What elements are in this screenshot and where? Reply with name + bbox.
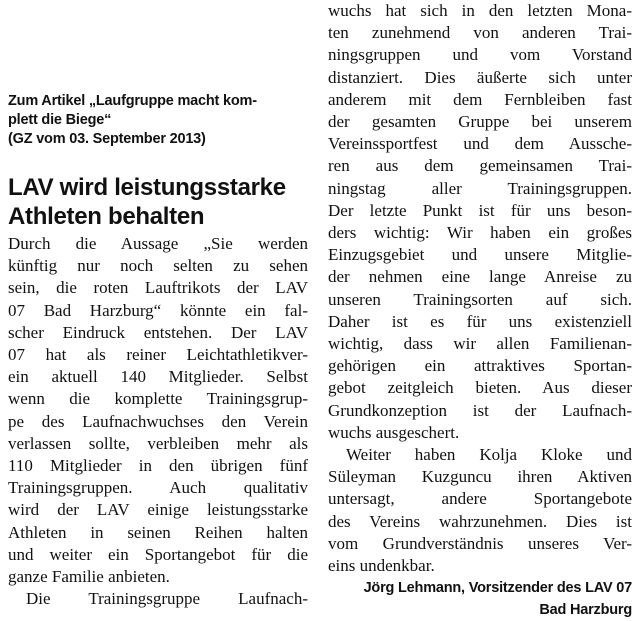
reference-line: plett die Biege“ [8,112,112,128]
headline-line: LAV wird leistungsstarke [8,174,286,201]
text-line: eins undenkbar. [328,556,435,576]
text-line: wuchs ausgeschert. [328,422,460,442]
text-line: 07 hat als reiner Leichtathletikver- [8,345,308,365]
letter-signature [328,577,632,621]
text-line: Trainingsgruppen. Auch qualitativ [8,478,308,498]
text-line: künftig nur noch selten zu sehen [8,256,308,276]
text-line: Vereinssportfest und dem Aussche- [328,134,632,154]
text-line: Grundkonzeption ist der Laufnach- [328,400,632,420]
body-text-left [8,233,308,610]
text-line: 110 Mitglieder in den übrigen fünf [8,456,308,476]
signature-place: Bad Harzburg [539,602,632,619]
text-line: wenn die komplette Trainingsgrup- [8,389,308,409]
text-line: der nehmen eine lange Anreise zu [328,267,632,287]
text-line: wuchs hat sich in den letzten Mona- [328,1,632,20]
text-line: Einzugsgebiet und unsere Mitglie- [328,245,632,265]
text-line: scher Eindruck entstehen. Der LAV [8,322,308,342]
signature-name: Jörg Lehmann, Vorsitzender des LAV 07 [363,580,632,597]
letter-right-column [328,0,632,621]
text-line: 07 Bad Harzburg“ könnte ein fal- [8,300,308,320]
letter-left-column [8,0,308,610]
text-line: Athleten in seinen Reihen halten [8,522,308,542]
text-line: anderem mit dem Fernbleiben fast [328,89,632,109]
text-line: sein, die roten Lauftrikots der LAV [8,278,308,298]
body-text-right [328,0,632,577]
text-line: distanziert. Dies äußerte sich unter [328,67,632,87]
text-line: ningstag aller Trainingsgruppen. [328,178,632,198]
text-line: untersagt, andere Sportangebote [328,489,632,509]
reference-line: Zum Artikel „Laufgruppe macht kom- [8,93,257,109]
text-line: ein aktuell 140 Mitglieder. Selbst [8,367,308,387]
text-line: ders wichtig: Wir haben ein großes [328,223,632,243]
text-line: ten zunehmend von anderen Trai- [328,23,632,43]
reference-date: (GZ vom 03. September 2013) [8,131,206,147]
text-line: ren aus dem gemeinsamen Trai- [328,156,632,176]
text-line: ganze Familie anbieten. [8,567,170,587]
text-line: pe des Laufnachwuchses den Verein [8,411,308,431]
headline-line: Athleten behalten [8,203,205,230]
text-line: Die Trainingsgruppe Laufnach- [26,589,308,609]
text-line: wichtig, dass wir allen Familienan- [328,334,632,354]
text-line: der gesamten Gruppe bei unserem [328,112,632,132]
text-line: Durch die Aussage „Sie werden [8,234,308,253]
text-line: und weiter ein Sportangebot für die [8,544,308,564]
text-line: wird der LAV einige leistungsstarke [8,500,308,520]
letter-headline [8,173,308,231]
text-line: verlassen sollte, verbleiben mehr als [8,433,308,453]
text-line: unseren Trainingsorten auf sich. [328,289,632,309]
text-line: Der letzte Punkt ist für uns beson- [328,200,632,220]
text-line: Weiter haben Kolja Kloke und [346,445,632,465]
text-line: vom Grundverständnis unseres Ver- [328,533,632,553]
text-line: Süleyman Kuzguncu ihren Aktiven [328,467,632,487]
text-line: Daher ist es für uns existenziell [328,311,632,331]
article-reference [8,92,308,149]
text-line: gebot zeitgleich bieten. Aus dieser [328,378,632,398]
text-line: des Vereins wahrzunehmen. Dies ist [328,511,632,531]
text-line: ningsgruppen und vom Vorstand [328,45,632,65]
text-line: gehörigen ein attraktives Sportan- [328,356,632,376]
